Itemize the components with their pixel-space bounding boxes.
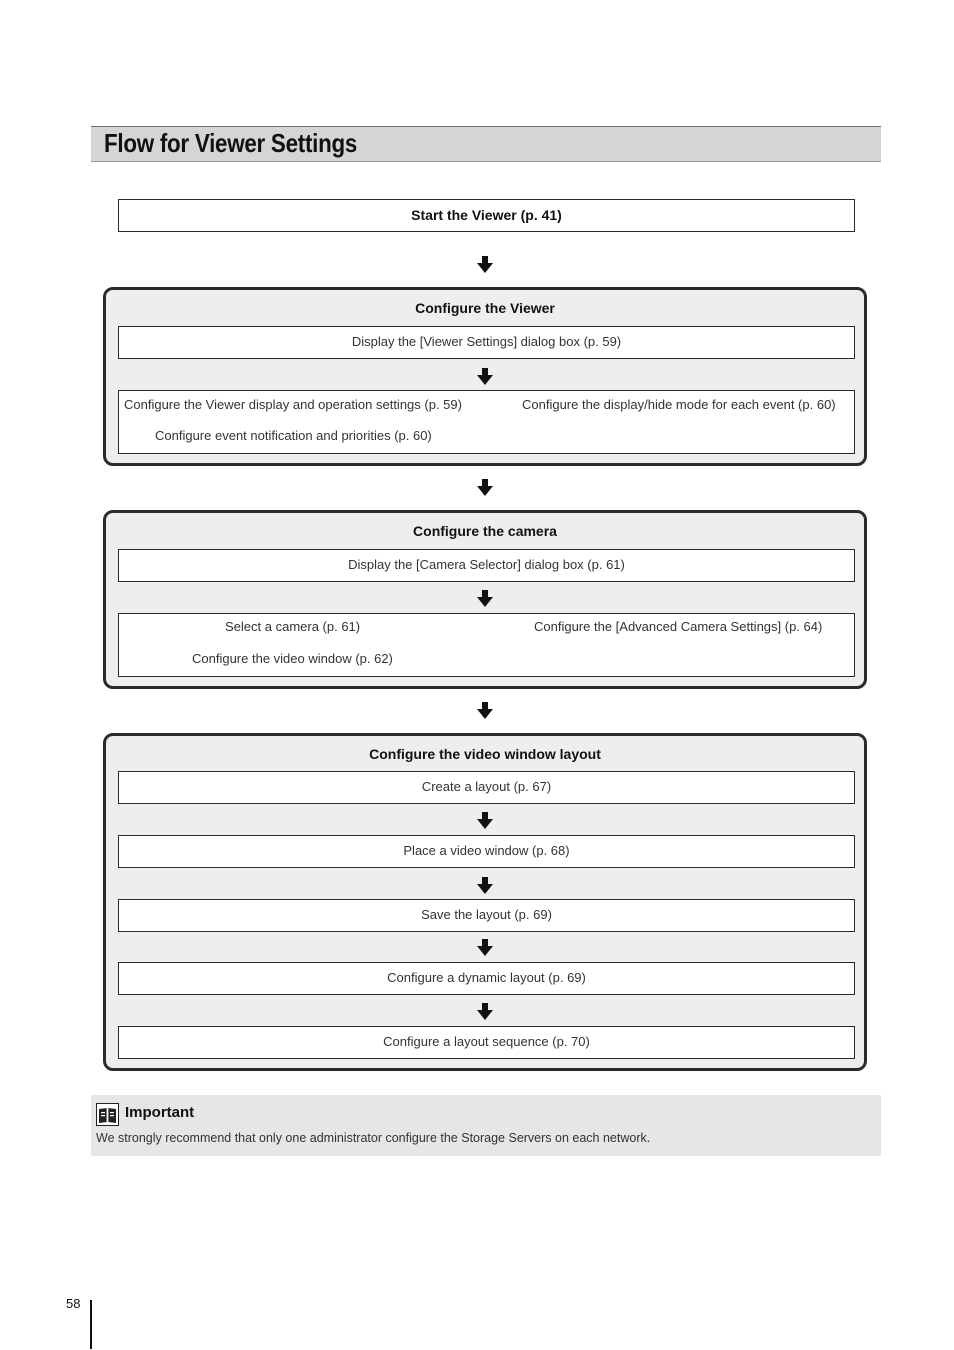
group-title: Configure the video window layout — [369, 746, 601, 762]
page-rule — [90, 1300, 92, 1349]
book-icon — [96, 1103, 119, 1126]
down-arrow-icon — [476, 877, 494, 895]
down-arrow-icon — [476, 479, 494, 497]
important-label: Important — [125, 1104, 195, 1121]
down-arrow-icon — [476, 368, 494, 386]
down-arrow-icon — [476, 590, 494, 608]
viewer-options-box — [118, 390, 855, 454]
down-arrow-icon — [476, 939, 494, 957]
group-title: Configure the Viewer — [415, 300, 555, 316]
page-title: Flow for Viewer Settings — [104, 128, 358, 158]
title-bar — [91, 126, 881, 162]
step-dynamic-layout: Configure a dynamic layout (p. 69) — [118, 962, 855, 995]
option-text: Configure event notification and priorities (p. 60) — [155, 428, 432, 443]
option-text: Configure the video window (p. 62) — [192, 651, 393, 666]
step-display-viewer-settings: Display the [Viewer Settings] dialog box (p. 59) — [118, 326, 855, 359]
option-text: Configure the display/hide mode for each event (p. 60) — [522, 397, 836, 412]
group-title: Configure the camera — [413, 523, 557, 539]
step-display-camera-selector: Display the [Camera Selector] dialog box (p. 61) — [118, 549, 855, 582]
down-arrow-icon — [476, 812, 494, 830]
step-place-video-window: Place a video window (p. 68) — [118, 835, 855, 868]
down-arrow-icon — [476, 702, 494, 720]
camera-options-box — [118, 613, 855, 677]
page-number: 58 — [66, 1296, 81, 1311]
option-text: Configure the [Advanced Camera Settings] (p. 64) — [534, 619, 823, 634]
down-arrow-icon — [476, 1003, 494, 1021]
option-text: Select a camera (p. 61) — [225, 619, 361, 634]
start-viewer-step: Start the Viewer (p. 41) — [118, 199, 855, 232]
important-text: We strongly recommend that only one administrator configure the Storage Servers on each network. — [96, 1131, 651, 1145]
important-note — [91, 1095, 881, 1156]
step-create-layout: Create a layout (p. 67) — [118, 771, 855, 804]
step-save-layout: Save the layout (p. 69) — [118, 899, 855, 932]
down-arrow-icon — [476, 256, 494, 274]
step-layout-sequence: Configure a layout sequence (p. 70) — [118, 1026, 855, 1059]
option-text: Configure the Viewer display and operation settings (p. 59) — [124, 397, 462, 412]
